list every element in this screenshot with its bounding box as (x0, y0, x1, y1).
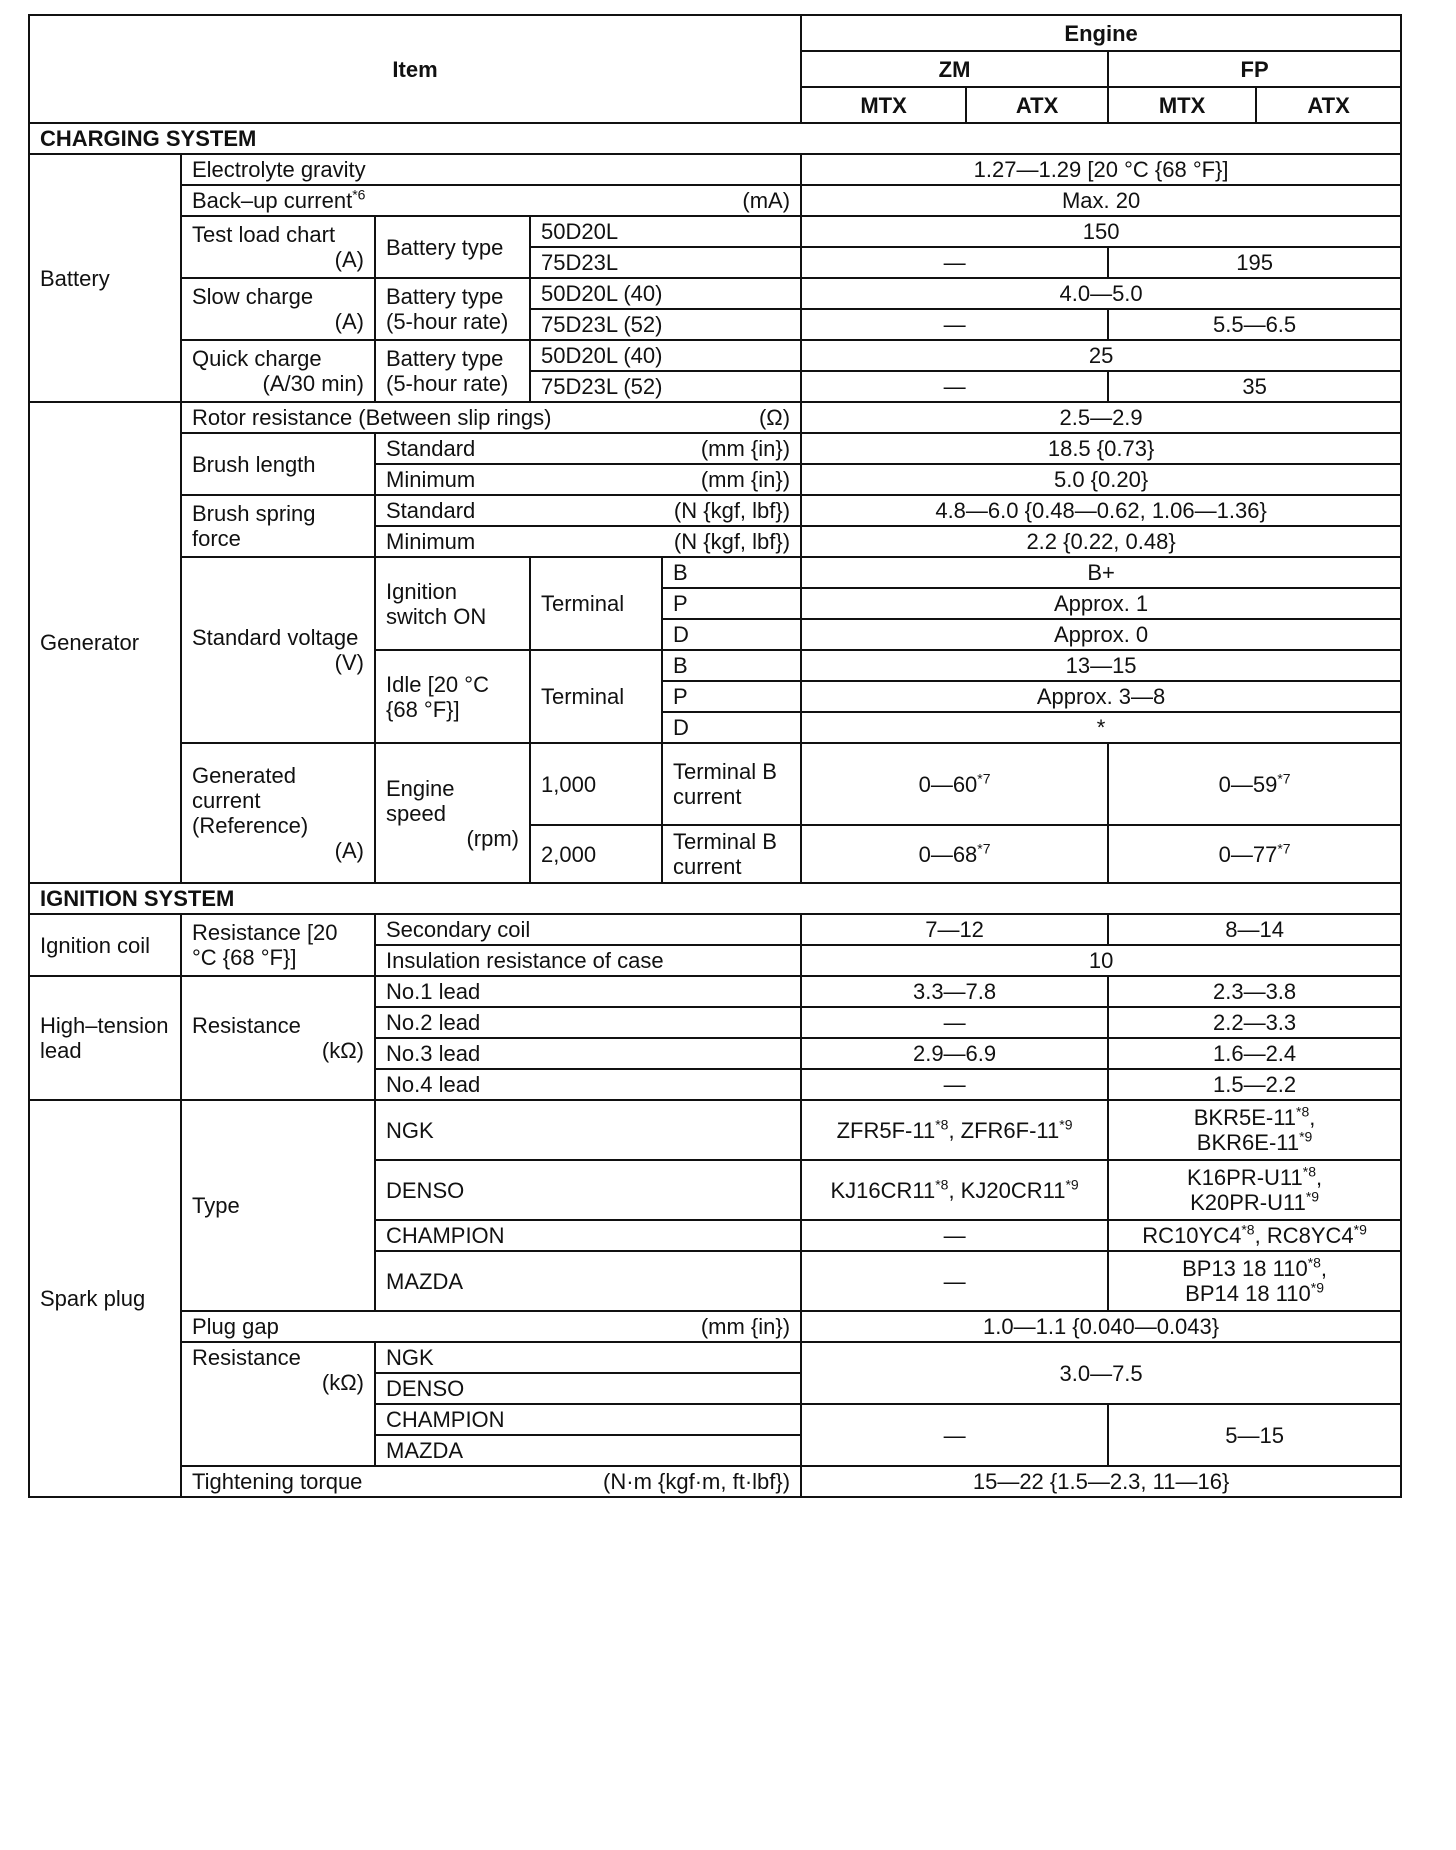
table-row (29, 1311, 1401, 1342)
rotor-resistance-value: 2.5—2.9 (801, 402, 1401, 433)
type-champion-fp-value: RC10YC4$^{*8}$, RC8YC4$^{*9}$ (1108, 1220, 1401, 1251)
lead-2-zm-value: — (801, 1007, 1108, 1038)
backup-current-unit: (mA) (742, 188, 791, 213)
spark-resistance-unit: (kΩ) (321, 1370, 364, 1395)
secondary-coil-zm-value: 7—12 (801, 914, 1108, 945)
section-title-ignition: IGNITION SYSTEM (29, 883, 1401, 914)
brush-spring-minimum-label: Minimum (386, 529, 476, 554)
quick-charge-label: Quick charge (192, 346, 322, 371)
test-load-unit: (A) (334, 247, 364, 272)
footnote-8: *8 (1307, 1254, 1321, 1271)
table-row (29, 433, 1401, 464)
high-tension-resistance-label: Resistance (192, 1013, 301, 1038)
brush-length-minimum-cell (375, 464, 801, 495)
terminal-label-idle: Terminal (530, 650, 662, 743)
type-mazda-fp-a: BP13 18 110 (1182, 1256, 1308, 1281)
table-row (29, 743, 1401, 825)
type-mazda-zm-value: — (801, 1251, 1108, 1311)
footnote-9: *9 (1059, 1116, 1073, 1133)
terminal-idle-d: D (662, 712, 801, 743)
high-tension-resistance-unit: (kΩ) (321, 1038, 364, 1063)
ignition-switch-on-label: Ignition switch ON (375, 557, 530, 650)
brush-spring-minimum-value: 2.2 {0.22, 0.48} (801, 526, 1401, 557)
electrolyte-gravity-value: 1.27—1.29 [20 °C {68 °F}] (801, 154, 1401, 185)
type-champion-fp-a: RC10YC4 (1142, 1223, 1242, 1248)
high-tension-resistance-cell (181, 976, 375, 1100)
type-ngk-zm-b: ZFR6F-11 (960, 1117, 1060, 1143)
voltage-on-b-value: B+ (801, 557, 1401, 588)
header-item: Item (29, 15, 801, 123)
backup-current-label: Back–up current (192, 188, 353, 213)
type-mazda-fp-b: BP14 18 110 (1185, 1281, 1311, 1306)
terminal-idle-b: B (662, 650, 801, 681)
header-zm: ZM (801, 51, 1108, 87)
brush-length-standard-value: 18.5 {0.73} (801, 433, 1401, 464)
type-denso-fp-value: K16PR-U11$^{*8}$, K20PR-U11$^{*9}$ (1108, 1160, 1401, 1220)
slow-charge-label: Slow charge (192, 284, 314, 309)
brush-length-minimum-unit: (mm {in}) (700, 467, 791, 492)
brush-length-label: Brush length (181, 433, 375, 495)
footnote-8: *8 (1296, 1103, 1310, 1120)
lead-1-zm-value: 3.3—7.8 (801, 976, 1108, 1007)
ignition-coil-resistance-label: Resistance [20 °C {68 °F}] (181, 914, 375, 976)
brush-length-minimum-value: 5.0 {0.20} (801, 464, 1401, 495)
slow-charge-cell (181, 278, 375, 340)
type-denso-fp-a: K16PR-U11 (1187, 1165, 1303, 1190)
brush-spring-minimum-unit: (N {kgf, lbf}) (673, 529, 791, 554)
test-load-cell (181, 216, 375, 278)
table-row (29, 976, 1401, 1007)
footnote-7: *7 (1277, 770, 1291, 787)
current-2000-zm-text: 0—68 (918, 841, 978, 867)
resistance-champion-label: CHAMPION (375, 1404, 801, 1435)
section-row-ignition (29, 883, 1401, 914)
header-zm-atx: ATX (966, 87, 1108, 123)
resistance-ngk-denso-value: 3.0—7.5 (801, 1342, 1401, 1404)
brush-length-standard-unit: (mm {in}) (700, 436, 791, 461)
terminal-on-d: D (662, 619, 801, 650)
resistance-champion-mazda-zm-value: — (801, 1404, 1108, 1466)
table-row (29, 340, 1401, 371)
footnote-8: *8 (1302, 1163, 1317, 1180)
idle-label: Idle [20 °C {68 °F}] (375, 650, 530, 743)
electrolyte-gravity-label: Electrolyte gravity (181, 154, 801, 185)
quick-charge-value-2-zm: — (801, 371, 1108, 402)
plug-gap-unit: (mm {in}) (700, 1314, 791, 1339)
engine-speed-2000: 2,000 (530, 825, 662, 883)
lead-1-fp-value: 2.3—3.8 (1108, 976, 1401, 1007)
brush-spring-standard-value: 4.8—6.0 {0.48—0.62, 1.06—1.36} (801, 495, 1401, 526)
quick-charge-value-1: 25 (801, 340, 1401, 371)
standard-voltage-unit: (V) (334, 650, 364, 675)
type-champion-zm-value: — (801, 1220, 1108, 1251)
table-row (29, 557, 1401, 588)
rotor-resistance-cell (181, 402, 801, 433)
current-1000-zm-text: 0—60 (918, 771, 978, 797)
brush-spring-standard-unit: (N {kgf, lbf}) (673, 498, 791, 523)
engine-speed-cell (375, 743, 530, 883)
terminal-idle-p: P (662, 681, 801, 712)
ignition-coil-label: Ignition coil (29, 914, 181, 976)
header-engine: Engine (801, 15, 1401, 51)
rotor-resistance-label: Rotor resistance (Between slip rings) (192, 405, 552, 430)
footnote-8: *8 (935, 1116, 949, 1133)
footnote-6: *6 (352, 186, 366, 203)
plug-gap-value: 1.0—1.1 {0.040—0.043} (801, 1311, 1401, 1342)
brush-spring-standard-cell (375, 495, 801, 526)
spark-resistance-label: Resistance (192, 1345, 301, 1370)
test-load-value-2-zm: — (801, 247, 1108, 278)
engine-speed-label: Engine speed (386, 775, 455, 826)
current-1000-fp-text: 0—59 (1218, 771, 1278, 797)
type-denso-label: DENSO (375, 1160, 801, 1220)
tightening-torque-cell (181, 1466, 801, 1497)
lead-2-fp-value: 2.2—3.3 (1108, 1007, 1401, 1038)
spark-plug-type-label: Type (181, 1100, 375, 1311)
quick-charge-unit: (A/30 min) (262, 371, 364, 396)
lead-3-fp-value: 1.6—2.4 (1108, 1038, 1401, 1069)
type-ngk-label: NGK (375, 1100, 801, 1160)
type-ngk-zm-value: ZFR5F-11$^{*8}$, ZFR6F-11$^{*9}$ (801, 1100, 1108, 1160)
type-mazda-fp-value: BP13 18 110$^{*8}$, BP14 18 110$^{*9}$ (1108, 1251, 1401, 1311)
brush-spring-standard-label: Standard (386, 498, 476, 523)
brush-spring-minimum-cell (375, 526, 801, 557)
test-load-value-1: 150 (801, 216, 1401, 247)
lead-3-zm-value: 2.9—6.9 (801, 1038, 1108, 1069)
lead-2-label: No.2 lead (375, 1007, 801, 1038)
type-denso-fp-b: K20PR-U11 (1190, 1190, 1306, 1215)
terminal-b-current-1: Terminal B current (662, 743, 801, 825)
terminal-label-on: Terminal (530, 557, 662, 650)
footnote-8: *8 (1241, 1221, 1255, 1238)
brush-length-minimum-label: Minimum (386, 467, 476, 492)
resistance-champion-mazda-fp-value: 5—15 (1108, 1404, 1401, 1466)
lead-4-zm-value: — (801, 1069, 1108, 1100)
test-load-battery-type: Battery type (375, 216, 530, 278)
insulation-resistance-value: 10 (801, 945, 1401, 976)
footnote-7: *7 (977, 840, 991, 857)
table-row (29, 914, 1401, 945)
footnote-7: *7 (977, 770, 991, 787)
spark-resistance-cell (181, 1342, 375, 1466)
slow-charge-unit: (A) (334, 309, 364, 334)
current-2000-zm-value (801, 825, 1108, 883)
brush-length-standard-label: Standard (386, 436, 476, 461)
type-denso-zm-value: KJ16CR11$^{*8}$, KJ20CR11$^{*9}$ (801, 1160, 1108, 1220)
slow-charge-battery-type: Battery type (5-hour rate) (375, 278, 530, 340)
test-load-type-1: 50D20L (530, 216, 801, 247)
footnote-9: *9 (1299, 1128, 1313, 1145)
current-2000-fp-value (1108, 825, 1401, 883)
slow-charge-type-1: 50D20L (40) (530, 278, 801, 309)
table-row (29, 1342, 1401, 1373)
table-row (29, 1466, 1401, 1497)
footnote-9: *9 (1305, 1188, 1320, 1205)
table-row (29, 278, 1401, 309)
voltage-on-d-value: Approx. 0 (801, 619, 1401, 650)
slow-charge-type-2: 75D23L (52) (530, 309, 801, 340)
brush-length-standard-cell (375, 433, 801, 464)
generator-label: Generator (29, 402, 181, 883)
table-row (29, 216, 1401, 247)
tightening-torque-value: 15—22 {1.5—2.3, 11—16} (801, 1466, 1401, 1497)
header-fp-atx: ATX (1256, 87, 1401, 123)
spec-sheet (28, 14, 1402, 1498)
quick-charge-value-2-fp: 35 (1108, 371, 1401, 402)
lead-3-label: No.3 lead (375, 1038, 801, 1069)
table-row (29, 495, 1401, 526)
test-load-label: Test load chart (192, 222, 336, 247)
type-ngk-fp-value: BKR5E-11$^{*8}$, BKR6E-11$^{*9}$ (1108, 1100, 1401, 1160)
lead-1-label: No.1 lead (375, 976, 801, 1007)
terminal-on-p: P (662, 588, 801, 619)
tightening-torque-unit: (N·m {kgf·m, ft·lbf}) (603, 1469, 791, 1494)
brush-spring-force-label: Brush spring force (181, 495, 375, 557)
slow-charge-value-1: 4.0—5.0 (801, 278, 1401, 309)
header-row-engine (29, 15, 1401, 51)
resistance-denso-label: DENSO (375, 1373, 801, 1404)
table-row (29, 1100, 1401, 1160)
type-mazda-label: MAZDA (375, 1251, 801, 1311)
section-title-charging: CHARGING SYSTEM (29, 123, 1401, 154)
type-ngk-zm-a: ZFR5F-11 (836, 1117, 936, 1143)
header-fp-mtx: MTX (1108, 87, 1256, 123)
backup-current-cell (181, 185, 801, 216)
type-denso-zm-b: KJ20CR11 (960, 1177, 1066, 1203)
specification-table (28, 14, 1402, 1498)
plug-gap-cell (181, 1311, 801, 1342)
type-champion-label: CHAMPION (375, 1220, 801, 1251)
type-ngk-fp-a: BKR5E-11 (1193, 1105, 1297, 1130)
standard-voltage-label: Standard voltage (192, 625, 359, 650)
type-denso-zm-a: KJ16CR11 (830, 1177, 936, 1203)
quick-charge-cell (181, 340, 375, 402)
resistance-mazda-label: MAZDA (375, 1435, 801, 1466)
lead-4-label: No.4 lead (375, 1069, 801, 1100)
voltage-idle-p-value: Approx. 3—8 (801, 681, 1401, 712)
table-row (29, 154, 1401, 185)
generated-current-label: Generated current (Reference) (192, 763, 309, 838)
quick-charge-type-1: 50D20L (40) (530, 340, 801, 371)
current-1000-zm-value (801, 743, 1108, 825)
quick-charge-battery-type: Battery type (5-hour rate) (375, 340, 530, 402)
test-load-value-2-fp: 195 (1108, 247, 1401, 278)
slow-charge-value-2-zm: — (801, 309, 1108, 340)
table-row (29, 185, 1401, 216)
backup-current-value: Max. 20 (801, 185, 1401, 216)
voltage-idle-d-value: * (801, 712, 1401, 743)
terminal-b-current-2: Terminal B current (662, 825, 801, 883)
engine-speed-1000: 1,000 (530, 743, 662, 825)
high-tension-lead-label: High–tension lead (29, 976, 181, 1100)
voltage-idle-b-value: 13—15 (801, 650, 1401, 681)
table-row (29, 402, 1401, 433)
generated-current-unit: (A) (334, 838, 364, 863)
insulation-resistance-label: Insulation resistance of case (375, 945, 801, 976)
resistance-ngk-label: NGK (375, 1342, 801, 1373)
type-champion-fp-b: RC8YC4 (1266, 1223, 1354, 1248)
quick-charge-type-2: 75D23L (52) (530, 371, 801, 402)
secondary-coil-fp-value: 8—14 (1108, 914, 1401, 945)
footnote-7: *7 (1277, 840, 1291, 857)
footnote-9: *9 (1353, 1221, 1367, 1238)
voltage-on-p-value: Approx. 1 (801, 588, 1401, 619)
lead-4-fp-value: 1.5—2.2 (1108, 1069, 1401, 1100)
footnote-9: *9 (1065, 1176, 1079, 1193)
type-ngk-fp-b: BKR6E-11 (1196, 1130, 1300, 1155)
standard-voltage-cell (181, 557, 375, 743)
tightening-torque-label: Tightening torque (192, 1469, 363, 1494)
battery-label: Battery (29, 154, 181, 402)
footnote-8: *8 (935, 1176, 949, 1193)
test-load-type-2: 75D23L (530, 247, 801, 278)
secondary-coil-label: Secondary coil (375, 914, 801, 945)
terminal-on-b: B (662, 557, 801, 588)
header-zm-mtx: MTX (801, 87, 966, 123)
rotor-resistance-unit: (Ω) (758, 405, 791, 430)
footnote-9: *9 (1310, 1279, 1324, 1296)
spark-plug-label: Spark plug (29, 1100, 181, 1497)
engine-speed-unit: (rpm) (466, 825, 519, 851)
current-1000-fp-value (1108, 743, 1401, 825)
header-fp: FP (1108, 51, 1401, 87)
generated-current-cell (181, 743, 375, 883)
slow-charge-value-2-fp: 5.5—6.5 (1108, 309, 1401, 340)
section-row-charging (29, 123, 1401, 154)
plug-gap-label: Plug gap (192, 1314, 279, 1339)
current-2000-fp-text: 0—77 (1218, 841, 1278, 867)
